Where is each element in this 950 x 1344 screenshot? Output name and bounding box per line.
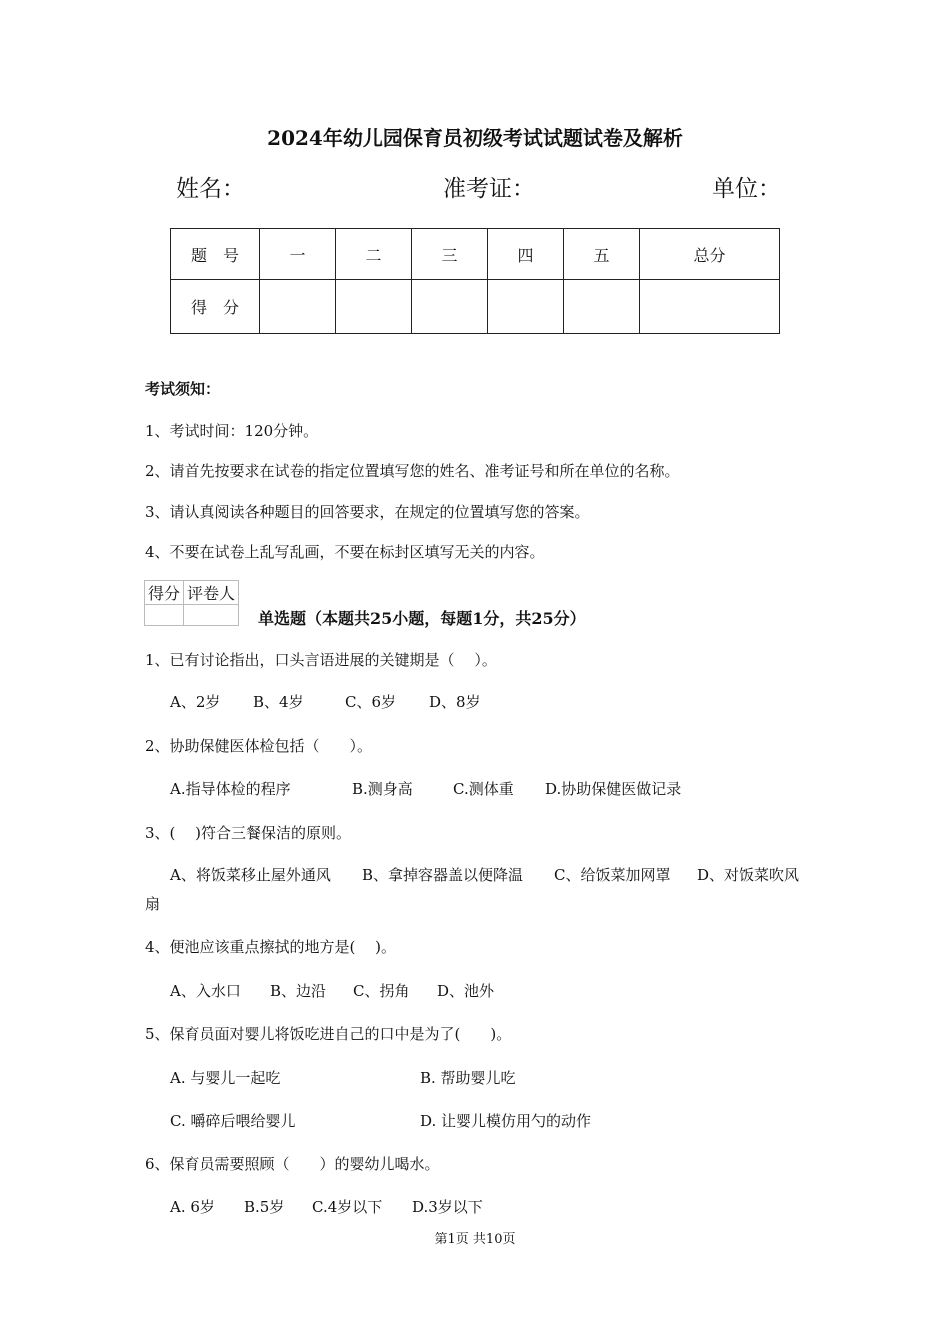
- exam-id-label: 准考证：: [443, 176, 535, 202]
- score-table-score-row: [171, 280, 780, 334]
- option[interactable]: C.4岁以下: [312, 1198, 383, 1216]
- option[interactable]: B. 帮助婴儿吃: [420, 1069, 516, 1087]
- score-cell[interactable]: [640, 280, 780, 334]
- option[interactable]: D、对饭菜吹风: [697, 866, 800, 884]
- score-cell[interactable]: [336, 280, 412, 334]
- option[interactable]: A、2岁: [170, 693, 221, 711]
- score-header-cell: 题 号: [171, 229, 260, 280]
- option[interactable]: A. 6岁: [170, 1198, 215, 1216]
- score-table-header-row: [171, 229, 780, 280]
- option[interactable]: D.3岁以下: [412, 1198, 483, 1216]
- section-title: 单选题（本题共25小题，每题1分，共25分）: [258, 609, 586, 628]
- name-label: 姓名：: [176, 176, 245, 202]
- question-stem: 1、已有讨论指出，口头言语进展的关键期是（ ）。: [145, 651, 497, 669]
- question-stem: 4、便池应该重点擦拭的地方是( )。: [145, 938, 397, 956]
- unit-label: 单位：: [712, 176, 781, 202]
- score-row-label: 得 分: [171, 280, 260, 334]
- option[interactable]: A.指导体检的程序: [170, 780, 291, 798]
- option[interactable]: D.协助保健医做记录: [545, 780, 682, 798]
- score-header-cell: 一: [260, 229, 336, 280]
- option[interactable]: C、6岁: [345, 693, 397, 711]
- option[interactable]: A、入水口: [170, 982, 241, 1000]
- notice-item: 4、不要在试卷上乱写乱画，不要在标封区填写无关的内容。: [145, 543, 545, 561]
- notice-title: 考试须知：: [145, 380, 221, 398]
- page-title: 2024年幼儿园保育员初级考试试题试卷及解析: [267, 126, 683, 150]
- notice-item: 2、请首先按要求在试卷的指定位置填写您的姓名、准考证号和所在单位的名称。: [145, 462, 680, 480]
- notice-item: 3、请认真阅读各种题目的回答要求，在规定的位置填写您的答案。: [145, 503, 590, 521]
- option[interactable]: C. 嚼碎后喂给婴儿: [170, 1112, 296, 1130]
- question-stem: 6、保育员需要照顾（ ）的婴幼儿喝水。: [145, 1155, 440, 1173]
- question-stem: 3、( )符合三餐保洁的原则。: [145, 824, 352, 842]
- option-wrap-text: 扇: [145, 895, 161, 913]
- option[interactable]: B、边沿: [270, 982, 327, 1000]
- option[interactable]: D、8岁: [429, 693, 481, 711]
- score-table: [170, 228, 780, 334]
- score-cell[interactable]: [260, 280, 336, 334]
- score-cell[interactable]: [488, 280, 564, 334]
- option[interactable]: C、拐角: [353, 982, 410, 1000]
- option[interactable]: B.5岁: [244, 1198, 285, 1216]
- grader-box: [144, 580, 239, 626]
- question-stem: 2、协助保健医体检包括（ ）。: [145, 737, 373, 755]
- score-header-cell: 二: [336, 229, 412, 280]
- grader-score-label: 得分: [145, 581, 184, 605]
- notice-item: 1、考试时间：120分钟。: [145, 422, 319, 440]
- score-header-cell: 五: [564, 229, 640, 280]
- score-cell[interactable]: [564, 280, 640, 334]
- question-stem: 5、保育员面对婴儿将饭吃进自己的口中是为了( )。: [145, 1025, 512, 1043]
- grader-reviewer-cell[interactable]: [184, 605, 239, 626]
- option[interactable]: D. 让婴儿模仿用勺的动作: [420, 1112, 592, 1130]
- option[interactable]: B、4岁: [253, 693, 304, 711]
- option[interactable]: A、将饭菜移止屋外通风: [170, 866, 331, 884]
- grader-reviewer-label: 评卷人: [184, 581, 239, 605]
- option[interactable]: A. 与婴儿一起吃: [170, 1069, 281, 1087]
- page-footer: 第1页 共10页: [434, 1232, 516, 1247]
- option[interactable]: C.测体重: [453, 780, 514, 798]
- grader-score-cell[interactable]: [145, 605, 184, 626]
- score-header-cell: 三: [412, 229, 488, 280]
- option[interactable]: C、给饭菜加网罩: [554, 866, 671, 884]
- score-cell[interactable]: [412, 280, 488, 334]
- score-header-cell: 四: [488, 229, 564, 280]
- option[interactable]: B.测身高: [352, 780, 413, 798]
- option[interactable]: D、池外: [437, 982, 495, 1000]
- option[interactable]: B、拿掉容器盖以便降温: [362, 866, 524, 884]
- score-header-cell: 总分: [640, 229, 780, 280]
